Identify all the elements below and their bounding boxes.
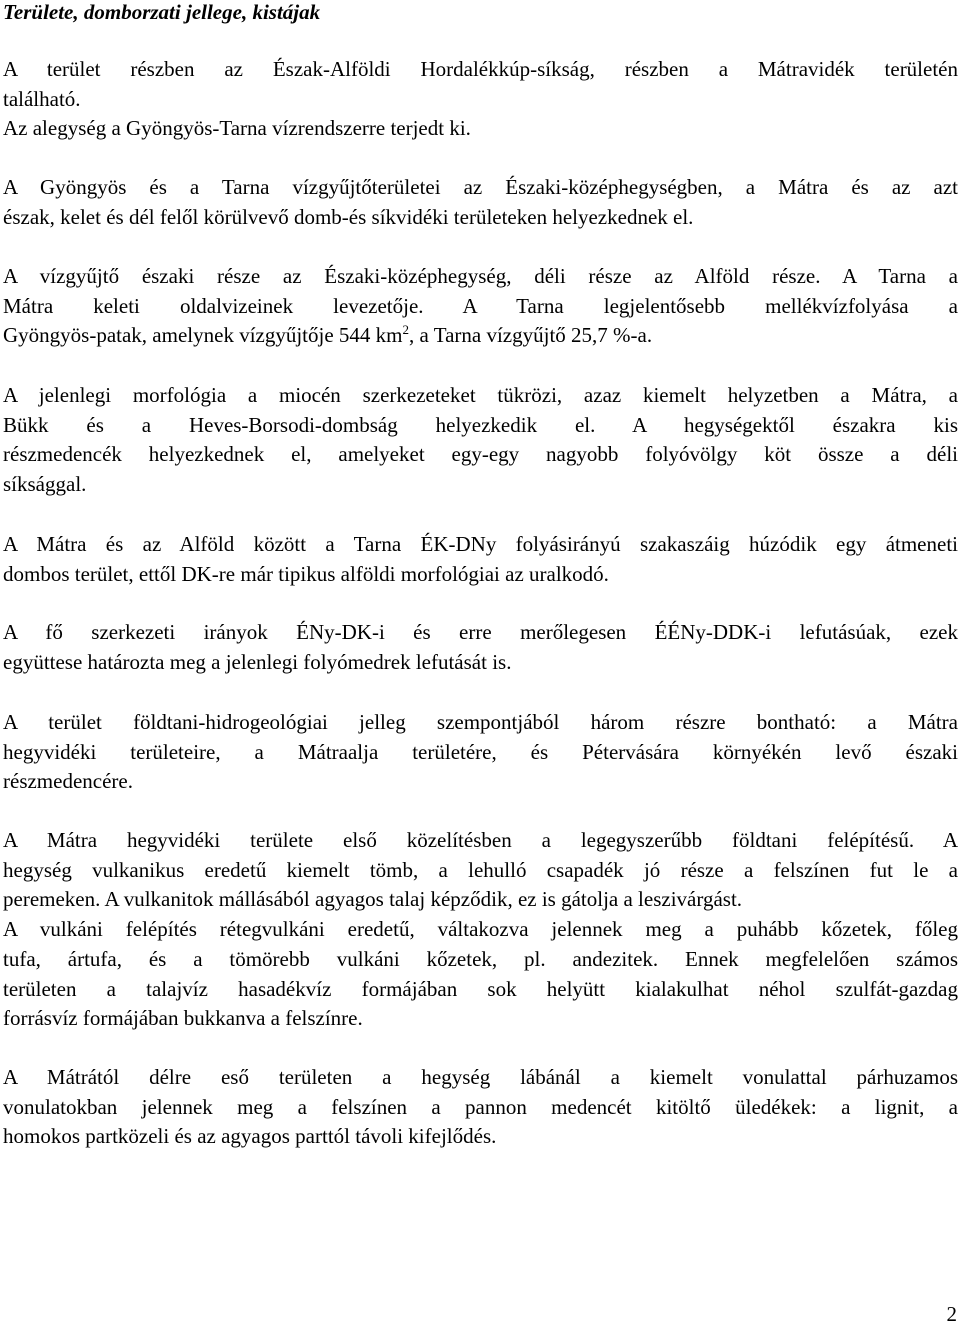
text-line: vonulatokban jelennek meg a felszínen a pannon medencét kitöltő üledékek: a lignit, a — [3, 1094, 958, 1119]
text-line: területen a talajvíz hasadékvíz formájában sok helyütt kialakulhat néhol szulfát-gazdag — [3, 976, 958, 1001]
text-line: A terület részben az Észak-Alföldi Hordalékkúp-síkság, részben a Mátravidék területén — [3, 57, 958, 81]
text-line: A Mátrától délre eső területen a hegység lábánál a kiemelt vonulattal párhuzamos — [3, 1065, 958, 1089]
text-line: Bükk és a Heves-Borsodi-dombság helyezkedik el. A hegységektől északra kis — [3, 412, 958, 437]
text-line: A Mátra hegyvidéki területe első közelítésben a legegyszerűbb földtani felépítésű. A — [3, 828, 958, 852]
text-line: A Mátra és az Alföld között a Tarna ÉK-DNy folyásirányú szakaszáig húzódik egy átmeneti — [3, 532, 958, 556]
text-line: A fő szerkezeti irányok ÉNy-DK-i és erre merőlegesen ÉÉNy-DDK-i lefutásúak, ezek — [3, 620, 958, 644]
text-line: részmedencére. — [3, 769, 133, 794]
text-line: A vízgyűjtő északi része az Északi-középhegység, déli része az Alföld része. A Tarna a — [3, 264, 958, 288]
text-line: A Gyöngyös és a Tarna vízgyűjtőterületei az Északi-középhegységben, a Mátra és az azt — [3, 175, 958, 199]
text-line: homokos partközeli és az agyagos parttól távoli kifejlődés. — [3, 1124, 497, 1149]
paragraph-south — [3, 1063, 958, 1152]
text-line: forrásvíz formájában bukkanva a felszínre. — [3, 1006, 363, 1031]
text-line: Az alegység a Gyöngyös-Tarna vízrendszerre terjedt ki. — [3, 116, 471, 141]
text-line — [3, 321, 958, 351]
paragraph-transition — [3, 530, 958, 589]
page-number: 2 — [946, 1302, 957, 1326]
text-line: peremeken. A vulkanitok mállásából agyagos talaj képződik, ez is gátolja a leszivárgást. — [3, 887, 743, 912]
text-line: együttese határozta meg a jelenlegi folyómedrek lefutását is. — [3, 649, 512, 674]
text-line: síksággal. — [3, 472, 87, 497]
text-line: A terület földtani-hidrogeológiai jelleg szempontjából három részre bontható: a Mátra — [3, 710, 958, 734]
paragraph-morphology — [3, 381, 958, 500]
text-line: észak, kelet és dél felől körülvevő domb-és síkvidéki területeken helyezkednek el. — [3, 204, 694, 229]
text-fragment: , a Tarna vízgyűjtő 25,7 %-a. — [409, 323, 653, 348]
paragraph-location — [3, 55, 958, 144]
text-line: A vulkáni felépítés rétegvulkáni eredetű, váltakozva jelennek meg a puhább kőzetek, főleg — [3, 917, 958, 942]
text-line: A jelenlegi morfológia a miocén szerkezeteket tükrözi, azaz kiemelt helyzetben a Mátra, a — [3, 383, 958, 407]
text-line: hegyvidéki területeire, a Mátraalja területére, és Pétervására környékén levő északi — [3, 739, 958, 764]
text-line: hegység vulkanikus eredetű kiemelt tömb, a lehulló csapadék jó része a felszínen fut le a — [3, 857, 958, 882]
text-line: részmedencék helyezkednek el, amelyeket egy-egy nagyobb folyóvölgy köt össze a déli — [3, 442, 958, 467]
text-line: tufa, ártufa, és a tömörebb vulkáni kőzetek, pl. andezitek. Ennek megfelelően számos — [3, 946, 958, 971]
paragraph-catchments — [3, 173, 958, 232]
paragraph-tarna — [3, 262, 958, 351]
text-line: dombos terület, ettől DK-re már tipikus alföldi morfológiai az uralkodó. — [3, 561, 609, 586]
text-fragment: Gyöngyös-patak, amelynek vízgyűjtője 544 km — [3, 323, 403, 348]
paragraph-matra-mountains — [3, 826, 958, 1034]
superscript: 2 — [402, 322, 410, 338]
section-heading: Területe, domborzati jellege, kistájak — [3, 0, 321, 24]
paragraph-geology — [3, 708, 958, 797]
text-line: Mátra keleti oldalvizeinek levezetője. A Tarna legjelentősebb mellékvízfolyása a — [3, 293, 958, 318]
text-line: található. — [3, 86, 81, 111]
paragraph-structure — [3, 618, 958, 677]
